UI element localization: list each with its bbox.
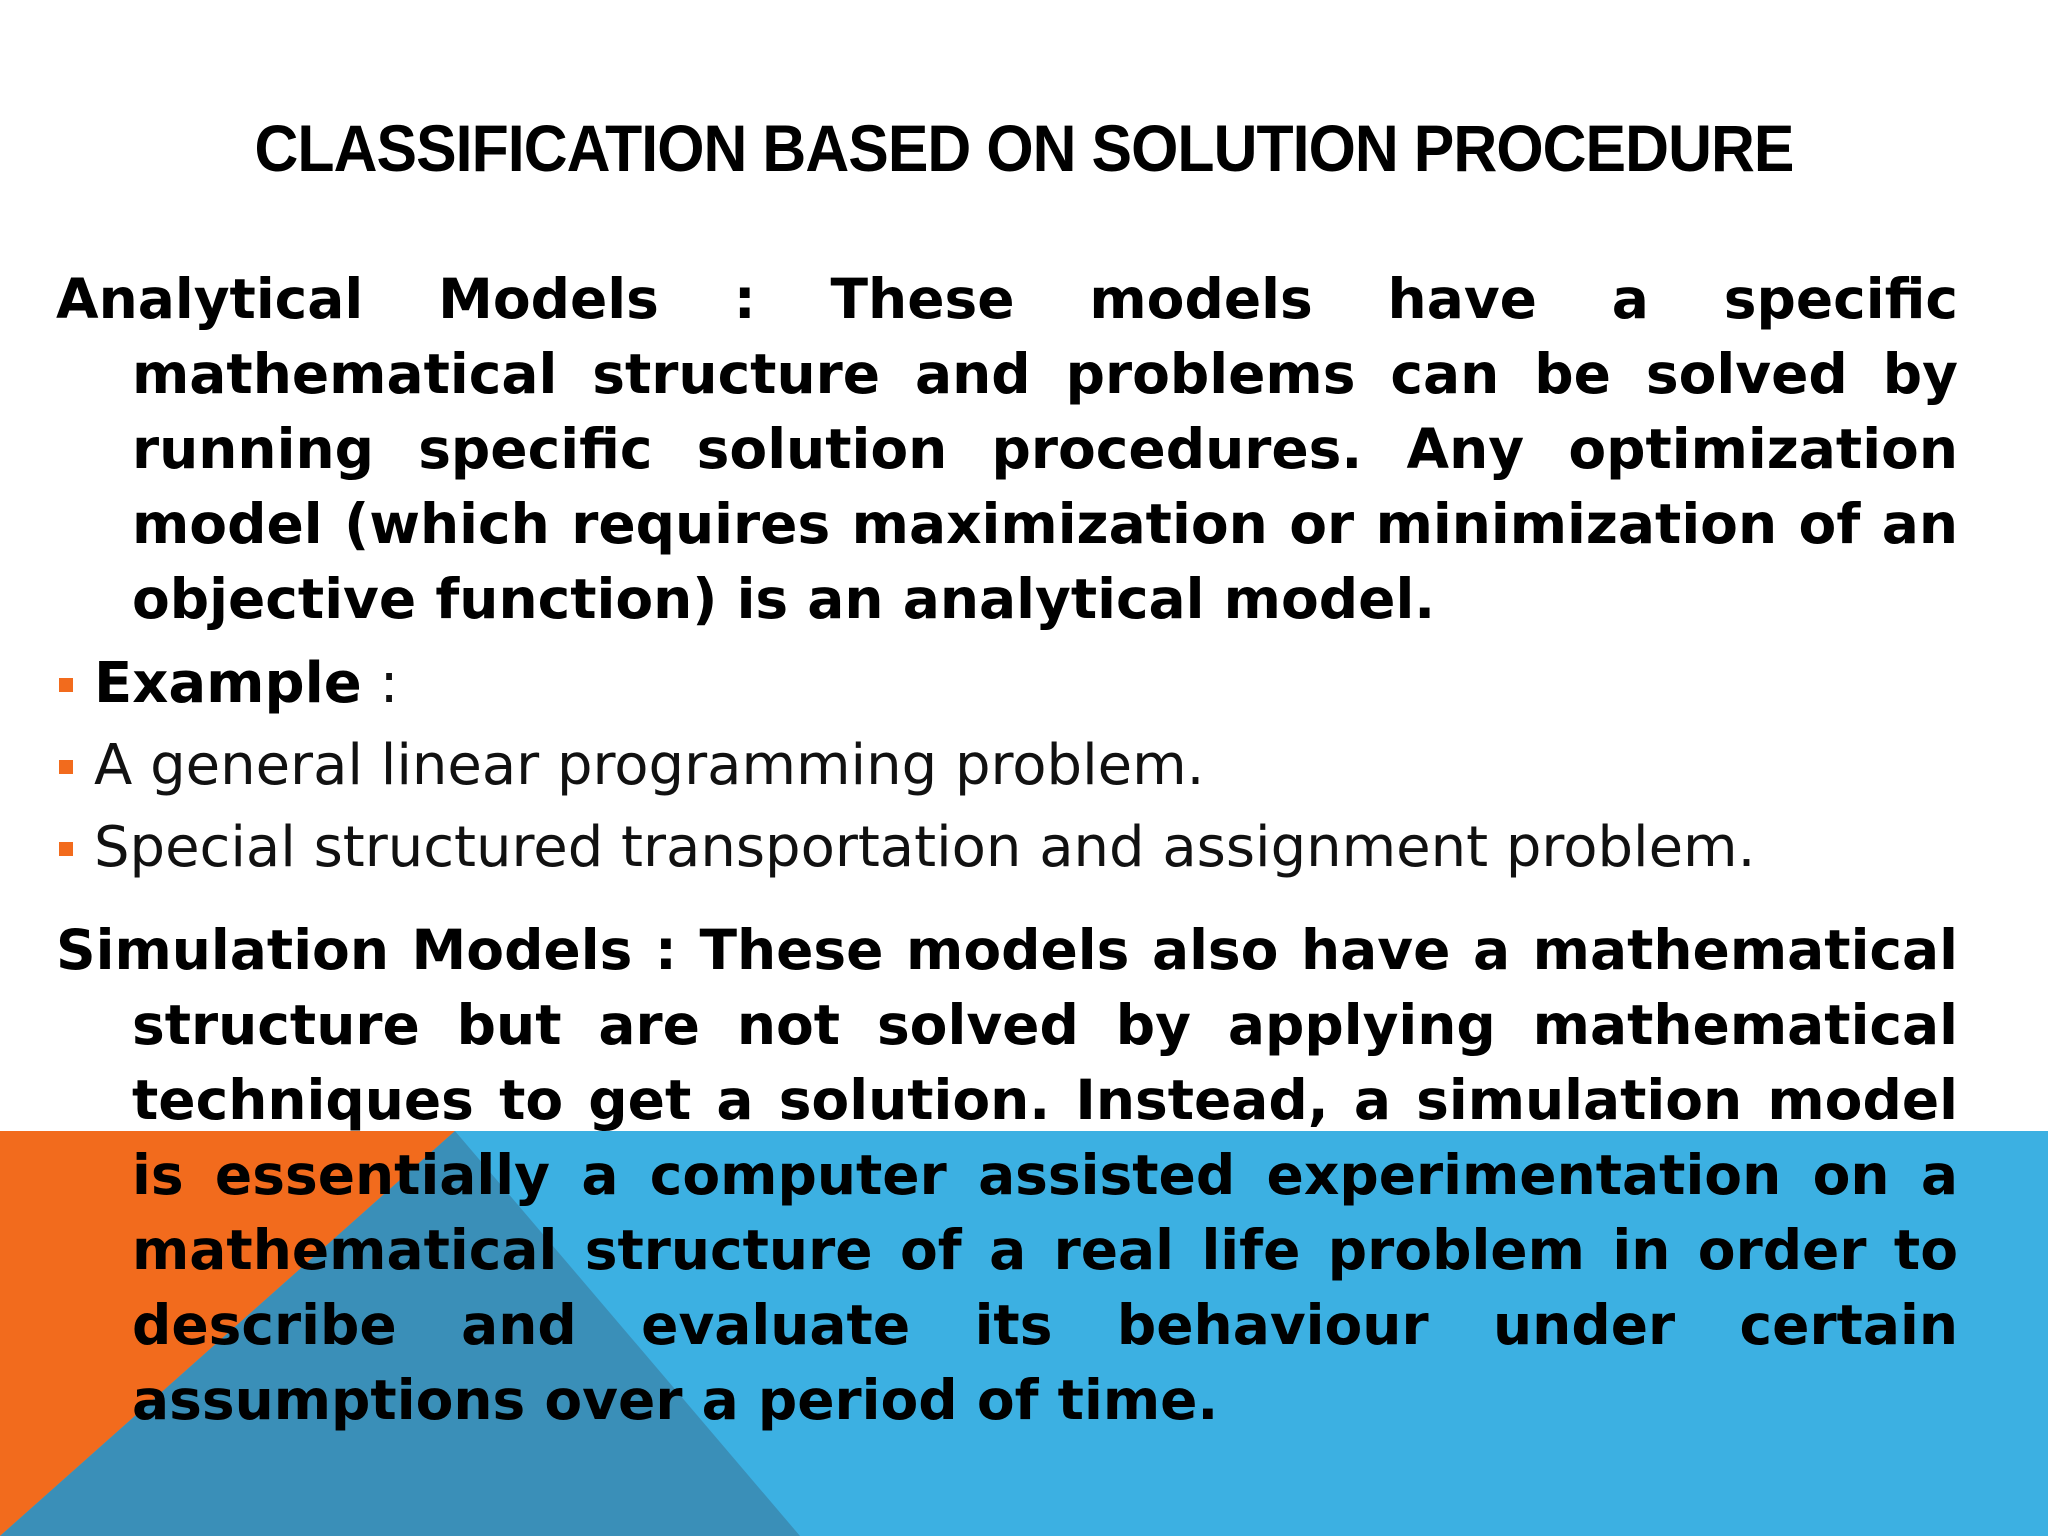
- bullet-text: A general linear programming problem.: [94, 733, 1205, 798]
- bullet-text: :: [361, 651, 399, 716]
- bullet-list: [56, 643, 1958, 889]
- square-bullet-icon: [59, 678, 73, 692]
- square-bullet-icon: [59, 842, 73, 856]
- square-bullet-icon: [59, 760, 73, 774]
- slide-title: CLASSIFICATION BASED ON SOLUTION PROCEDURE: [254, 111, 1794, 185]
- list-item: [56, 807, 1958, 889]
- analytical-models-paragraph: Analytical Models : These models have a specific mathematical structure and problems can be solved by running specific solution procedures. Any optimization model (which requires maximization or minimization of an objective function) is an analytical model.: [56, 267, 1958, 631]
- slide-body: [56, 262, 1958, 1438]
- simulation-models-paragraph: Simulation Models : These models also have a mathematical structure but are not solved by applying mathematical techniques to get a solution. Instead, a simulation model is essentially a computer assisted experimentation on a mathematical structure of a real life problem in order to describe and evaluate its behaviour under certain assumptions over a period of time.: [56, 918, 1958, 1432]
- list-item: [56, 725, 1958, 807]
- bullet-bold-text: Example: [94, 651, 362, 716]
- list-item: [56, 643, 1958, 725]
- bullet-text: Special structured transportation and assignment problem.: [94, 815, 1756, 880]
